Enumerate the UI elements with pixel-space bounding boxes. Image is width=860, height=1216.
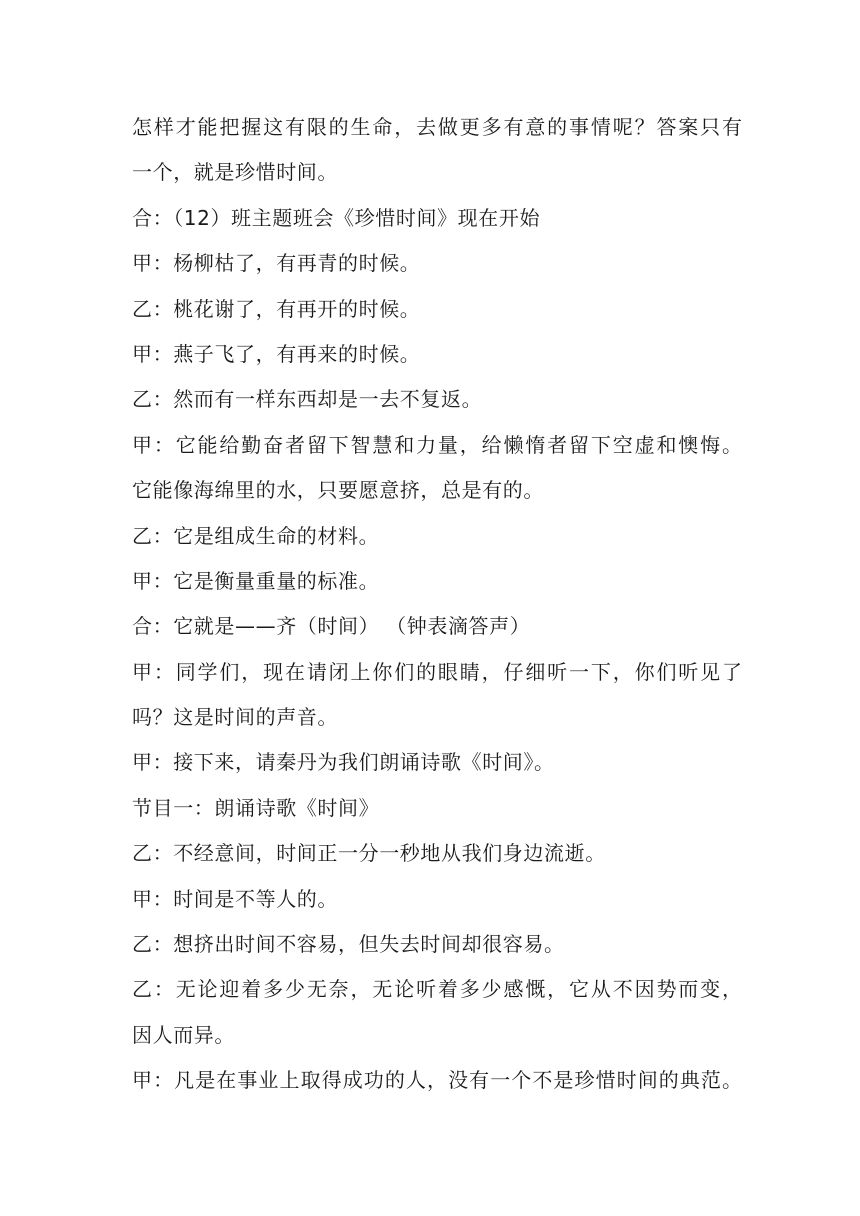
text-line: 甲：杨柳枯了，有再青的时候。 [132,251,421,276]
text-line: 怎样才能把握这有限的生命，去做更多有意的事情呢？答案只有 [132,115,742,139]
document-body [132,105,742,1104]
text-line: 乙：然而有一样东西却是一去不复返。 [132,387,483,412]
text-line: 乙：它是组成生命的材料。 [132,523,380,548]
text-line: 乙：不经意间，时间正一分一秒地从我们身边流逝。 [132,841,606,866]
text-line: 甲：燕子飞了，有再来的时候。 [132,341,421,366]
text-line: 甲：它能给勤奋者留下智慧和力量，给懒惰者留下空虚和懊悔。 [132,432,742,457]
text-line: 乙：桃花谢了，有再开的时候。 [132,296,421,321]
text-line: 节目一：朗诵诗歌《时间》 [132,795,380,820]
text-line: 合：它就是——齐（时间） （钟表滴答声） [132,614,531,639]
text-line: 合：（12）班主题班会《珍惜时间》现在开始 [132,205,541,230]
text-line: 吗？这是时间的声音。 [132,705,338,730]
text-line: 甲：时间是不等人的。 [132,886,338,911]
text-line: 甲：凡是在事业上取得成功的人，没有一个不是珍惜时间的典范。 [132,1068,742,1093]
text-line: 它能像海绵里的水，只要愿意挤，总是有的。 [132,478,544,503]
text-line: 因人而异。 [132,1022,235,1047]
text-line: 乙：无论迎着多少无奈，无论听着多少感慨，它从不因势而变， [132,977,742,1002]
text-line: 一个，就是珍惜时间。 [132,160,338,185]
text-line: 甲：它是衡量重量的标准。 [132,568,380,593]
text-line: 甲：接下来，请秦丹为我们朗诵诗歌《时间》。 [132,750,555,775]
text-line: 甲：同学们，现在请闭上你们的眼睛，仔细听一下，你们听见了 [132,659,742,684]
text-line: 乙：想挤出时间不容易，但失去时间却很容易。 [132,932,565,957]
